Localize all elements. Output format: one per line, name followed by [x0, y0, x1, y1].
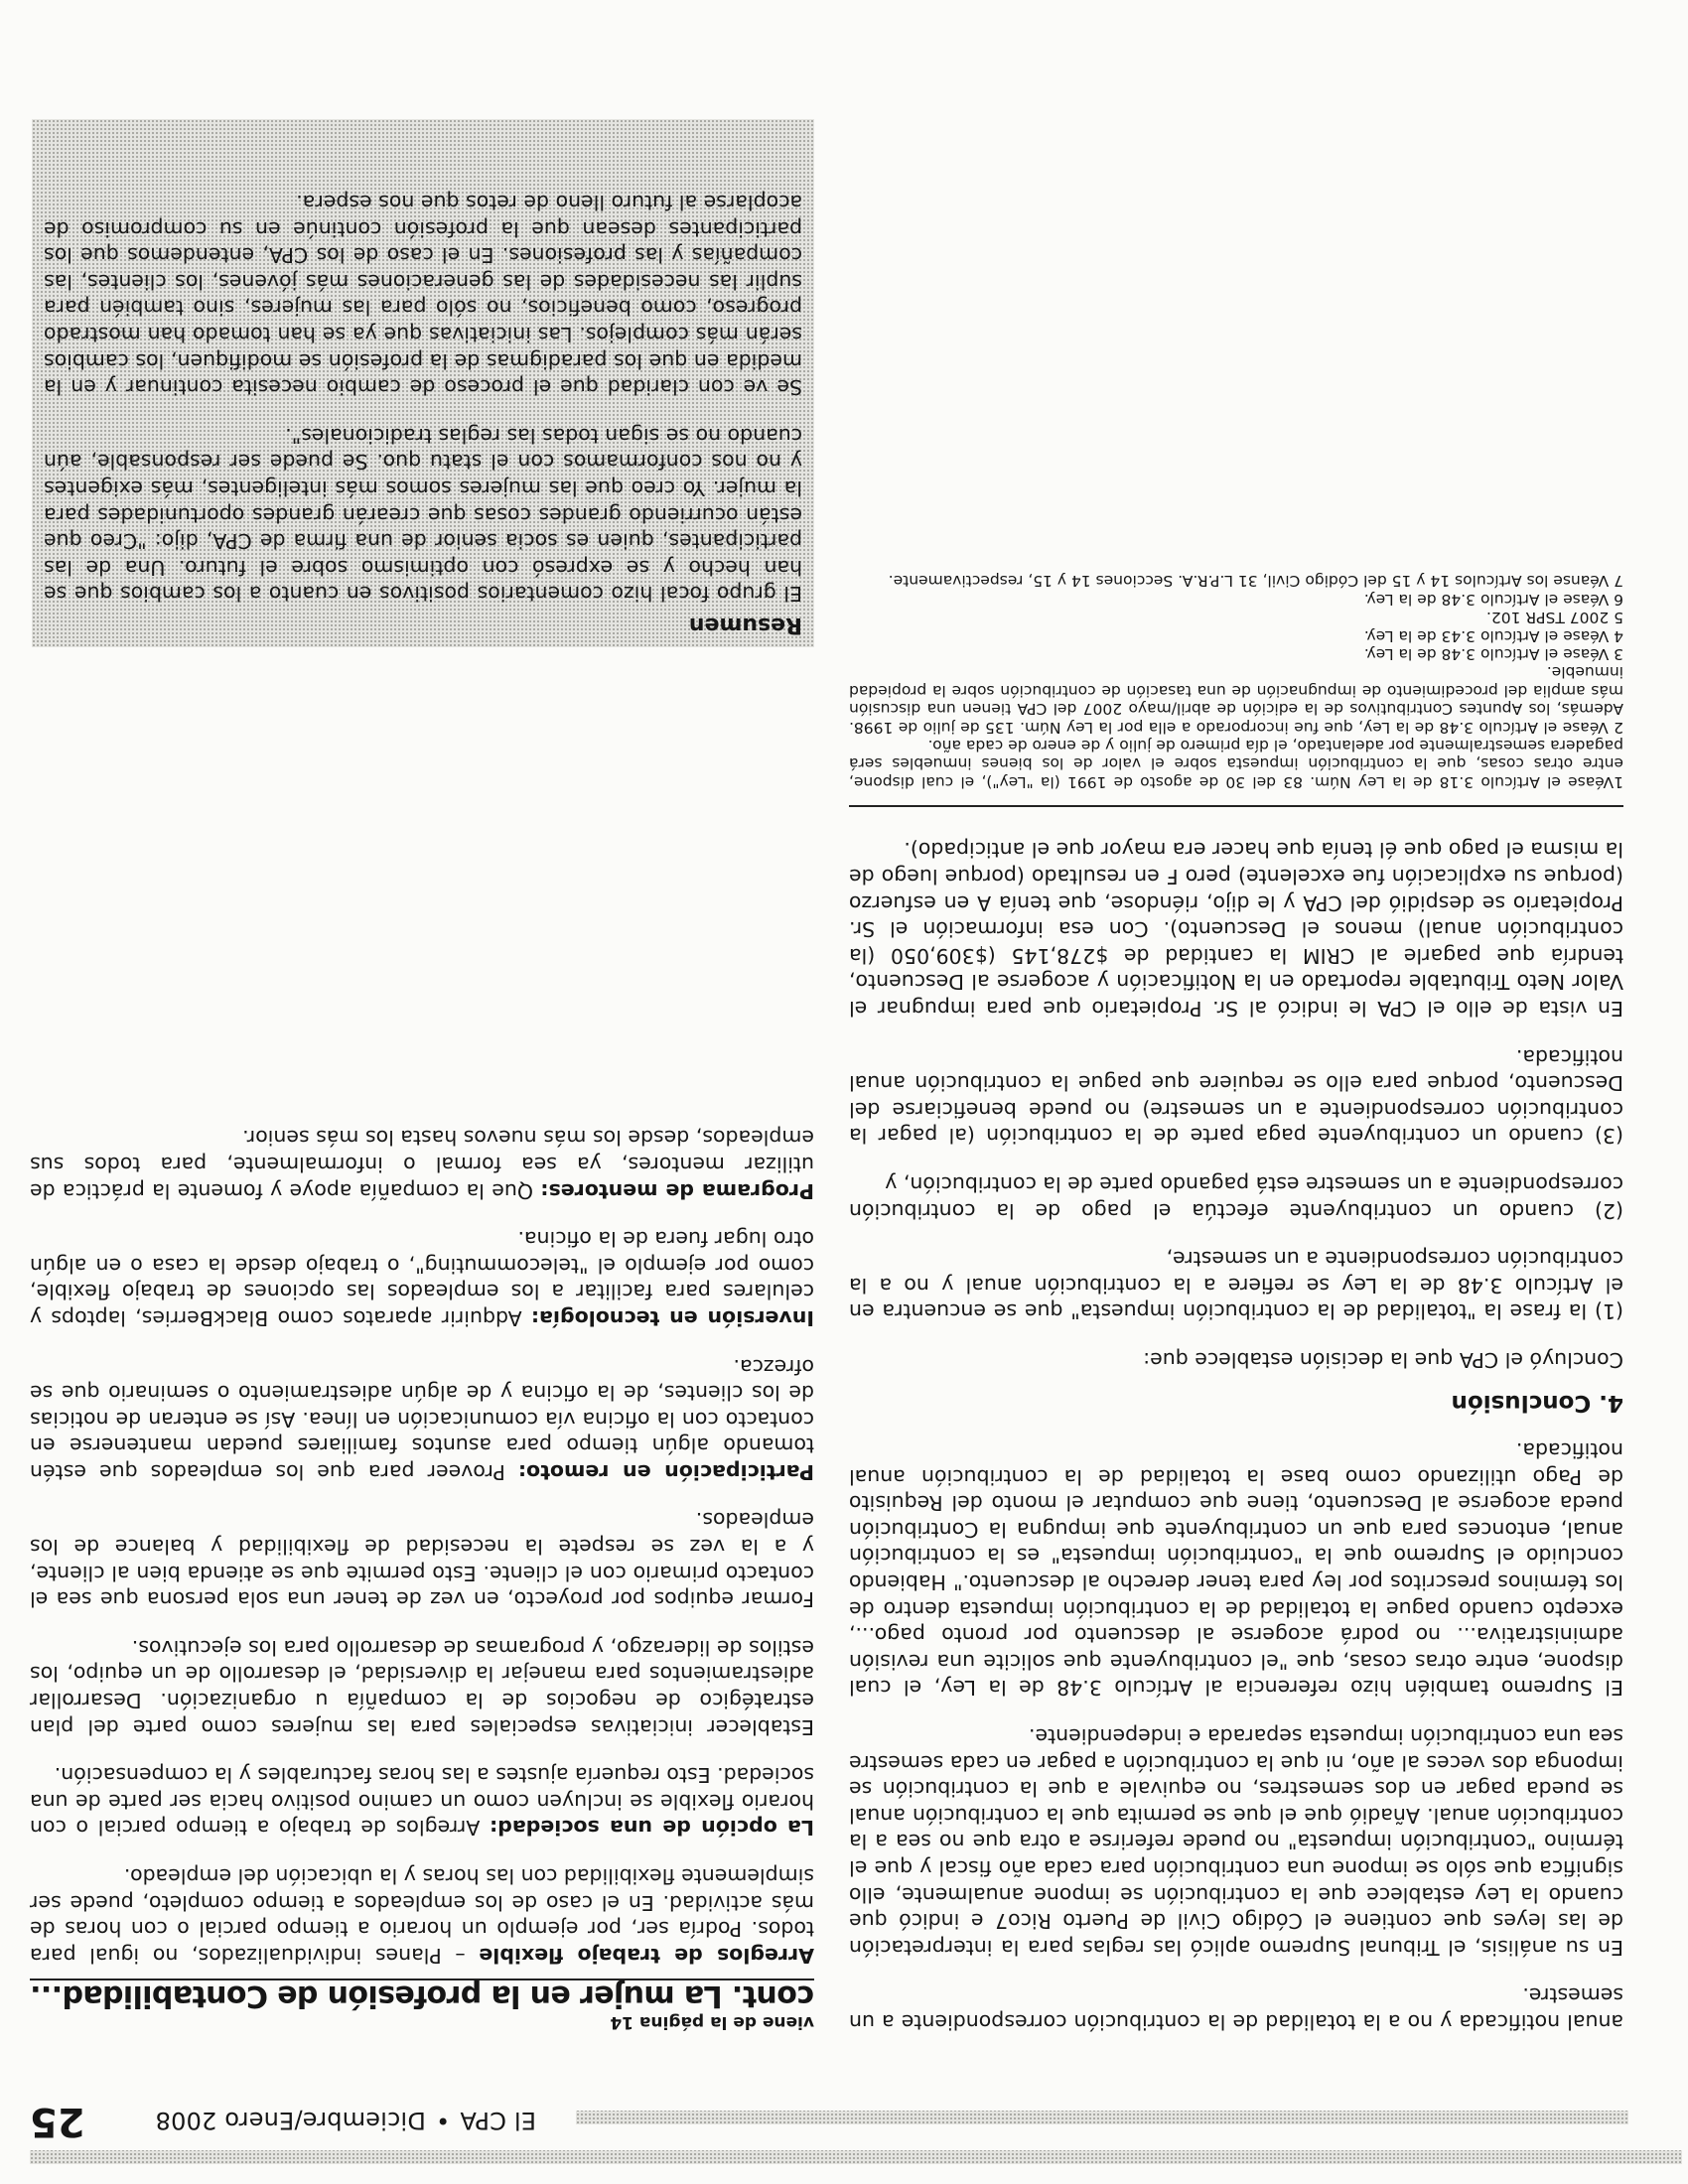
paragraph: El Supremo también hizo referencia al Artículo 3.48 de la Ley, el cual dispone, entre otras cosas, que "el contribuyente que solicite una revisión administrativa... no podrá acogerse al descuento por pronto pago..., excepto cuando pague la totalidad de la contribución impuesta dentro de los términos prescritos por ley para tener derecho al descuento." Habiendo concluido el Supremo que la "contribución impuesta" es la contribución anual, entonces para que un contribuyente que impugna la Contribución pueda acogerse al Descuento, tiene que computar el monto del Requisito de Pago utilizando como base la totalidad de la contribución anual notificada. — [849, 1438, 1623, 1701]
item-lead: Participación en remoto: — [517, 1459, 814, 1484]
summary-box — [32, 119, 814, 647]
summary-paragraph: El grupo focal hizo comentarios positivos en cuanto a los cambios que se han hecho y se expresó con optimismo sobre el futuro. Una de las participantes, quien es socia senior de una firma de CPA, dijo: "Creo que están ocurriendo grandes cosas que crearán grandes oportunidades para la mujer. Yo creo que las mujeres somos más inteligentes, más exigentes y no nos conformamos con el statu quo. Se puede ser responsable, aún cuando no se sigan todas las reglas tradicionales". — [44, 423, 802, 607]
item-text: Establecer iniciativas especiales para las mujeres como parte del plan estratégico de negocios de la compañía u organización. Desarrollar adiestramientos para manejar la diversidad, el desarrollo de un equipo, los estilos de liderazgo, y programas de desarrollo para los ejecutivos. — [30, 1635, 814, 1739]
header-hatched-rule — [576, 2111, 1628, 2124]
item-lead: Arreglos de trabajo flexible — [479, 1943, 814, 1968]
footnote: 6 Véase el Artículo 3.48 de la Ley. — [1363, 590, 1623, 609]
paragraph: Concluyó el CPA que la decisión establece que: — [1143, 1347, 1623, 1372]
item-text: Que la compañía apoye y fomente la práctica de utilizar mentores, ya sea formal o informalmente, para todos sus empleados, desde los más nuevos hasta los más senior. — [30, 1126, 814, 1203]
summary-content — [44, 168, 802, 638]
item-text: Formar equipos por proyecto, en vez de tener una sola persona que sea el contacto primario con el cliente. Esto permite que se atienda bien al cliente, y a la vez se respete la necesidad de flexibilidad y balance de los empleados. — [30, 1508, 814, 1612]
item-text: Arreglos de trabajo a tiempo parcial o con horario flexible se incluyen como un camino positivo hacia ser parte de una sociedad. Esto requería ajustes a las horas facturables y la compensación. — [30, 1763, 814, 1841]
footnote: 3 Véase el Artículo 3.48 de la Ley. — [1363, 645, 1623, 663]
section-heading-conclusion: 4. Conclusión — [1451, 1389, 1623, 1416]
top-hatched-band — [30, 2150, 1682, 2164]
item-text: Proveer para que los empleados que estén tomando algún tiempo para asuntos familiares puedan mantenerse en contacto con la oficina vía comunicación en línea. Así se enteran de noticias de los clientes, de la oficina y de algún adiestramiento o seminario que se ofrezca. — [30, 1354, 814, 1484]
publication-name: El CPA — [460, 2107, 536, 2134]
bullet-separator: • — [435, 2107, 451, 2134]
list-item — [30, 1862, 814, 1968]
left-column — [849, 572, 1623, 2035]
paragraph: (3) cuando un contribuyente paga parte de la contribución (al pagar la contribución correspondiente a un semestre) no puede beneficiarse del Descuento, porque para ello se requiere que pague la contribución anual notificada. — [849, 1044, 1623, 1149]
paragraph: (2) cuando un contribuyente efectúa el pago de la contribución correspondiente a un semestre está pagando parte de la contribución, y — [849, 1171, 1623, 1223]
footnote: 5 2007 TSPR 102. — [1485, 609, 1623, 627]
paragraph: (1) la frase la "totalidad de la contribución impuesta" que se encuentra en el Artículo 3.48 de la Ley se refiere a la contribución anual y no a la contribución correspondiente a un semestre, — [849, 1247, 1623, 1324]
footnote-divider — [849, 805, 1623, 807]
footnote: 2 Véase el Artículo 3.48 de la Ley, que fue incorporado a ella por la Ley Núm. 135 de julio de 1998. Además, los Apuntes Contributivos de la edición de abril/mayo 2007 del CPA tienen una discusión más amplia del procedimiento de impugnación de una tasación de contribución sobre la propiedad inmueble. — [849, 663, 1623, 737]
right-column — [30, 1103, 814, 2035]
list-item — [30, 1125, 814, 1204]
summary-heading: Resumen — [688, 613, 802, 637]
item-text: – Planes individualizados, no igual para todos. Podría ser, por ejemplo un horario a tiempo parcial o con horas de más actividad. En el caso de los empleados a tiempo completo, puede ser simplemente flexibilidad con las horas y la ubicación del empleado. — [29, 1864, 814, 1968]
list-item — [30, 1507, 814, 1612]
paragraph: En vista de ello el CPA le indicó al Sr. Propietario que para impugnar el Valor Neto Tributable reportado en la Notificación y acogerse al Descuento, tendría que pagarle al CRIM la cantidad de $278,145 ($309,050 (la contribución anual) menos el Descuento). Con esa información el Sr. Propietario se despidió del CPA y le dijo, riéndose, que tenía A en esfuerzo (porque su explicación fue excelente) pero F en resultado (porque luego de la misma el pago que él tenía que hacer era mayor que el anticipado). — [849, 838, 1623, 1021]
summary-paragraph: Se ve con claridad que el proceso de cambio necesita continuar y en la medida en que los paradigmas de la profesión se modifiquen, los cambios serán más complejos. Las iniciativas que ya se han tomado han mostrado progreso, como beneficios, no sólo para las mujeres, sino también para suplir las necesidades de las generaciones más jóvenes, los clientes, las compañías y las profesiones. En el caso de los CPA, entendemos que los participantes desean que la profesión continúe en su compromiso de acoplarse al futuro lleno de retos que nos espera. — [44, 191, 802, 400]
list-item — [30, 1226, 814, 1331]
item-lead: Inversión en tecnología: — [530, 1305, 814, 1330]
paragraph: anual notificada y no a la totalidad de la contribución correspondiente a un semestre. — [849, 1983, 1623, 2034]
item-lead: Programa de mentores: — [540, 1178, 814, 1203]
footnote: 1Véase el Artículo 3.18 de la Ley Núm. 83 del 30 de agosto de 1991 (la "Ley"), el cual dispone, entre otras cosas, que la contribución impuesta sobre el valor de los bienes inmuebles será pagadera semestralmente por adelantado, el día primero de julio y de enero de cada año. — [849, 737, 1623, 791]
article-title: cont. La mujer en la profesión de Contabilidad... — [30, 1979, 814, 2014]
issue-date: Diciembre/Enero 2008 — [155, 2107, 426, 2134]
footnote: 4 Véase el Artículo 3.43 de la Ley. — [1363, 626, 1623, 645]
item-text: Adquirir aparatos como BlackBerries, laptops y celulares para facilitar a los empleados las opciones de trabajo flexible, como por ejemplo el "telecommuting", o trabajo desde la casa o en algún otro lugar fuera de la oficina. — [29, 1227, 814, 1330]
page-number: 25 — [30, 2099, 85, 2144]
item-lead: La opción de una sociedad: — [489, 1816, 814, 1841]
footnotes — [849, 572, 1623, 791]
publication-line — [145, 2107, 536, 2134]
footnote: 7 Véanse los Artículos 14 y 15 del Código Civil, 31 L.P.R.A. Secciones 14 y 15, respectivamente. — [888, 572, 1623, 591]
continued-from-note: viene de la página 14 — [610, 2012, 814, 2032]
paragraph: En su análisis, el Tribunal Supremo aplicó las reglas para la interpretación de las leyes que contiene el Código Civil de Puerto Rico7 e indicó que cuando la Ley establece que la contribución se impone anualmente, ello significa que sólo se impone una contribución para cada año fiscal y que el término "contribución impuesta" no puede referirse a otra que no sea a la contribución anual. Añadió que el que se permita que la contribución anual se pueda pagar en dos semestres, no equivale a que la contribución se imponga dos veces al año, ni que la contribución a pagar en cada semestre sea una contribución impuesta separada e independiente. — [849, 1724, 1623, 1960]
list-item — [30, 1762, 814, 1842]
list-item — [30, 1353, 814, 1485]
list-item — [30, 1634, 814, 1739]
page-header — [20, 2089, 1628, 2144]
